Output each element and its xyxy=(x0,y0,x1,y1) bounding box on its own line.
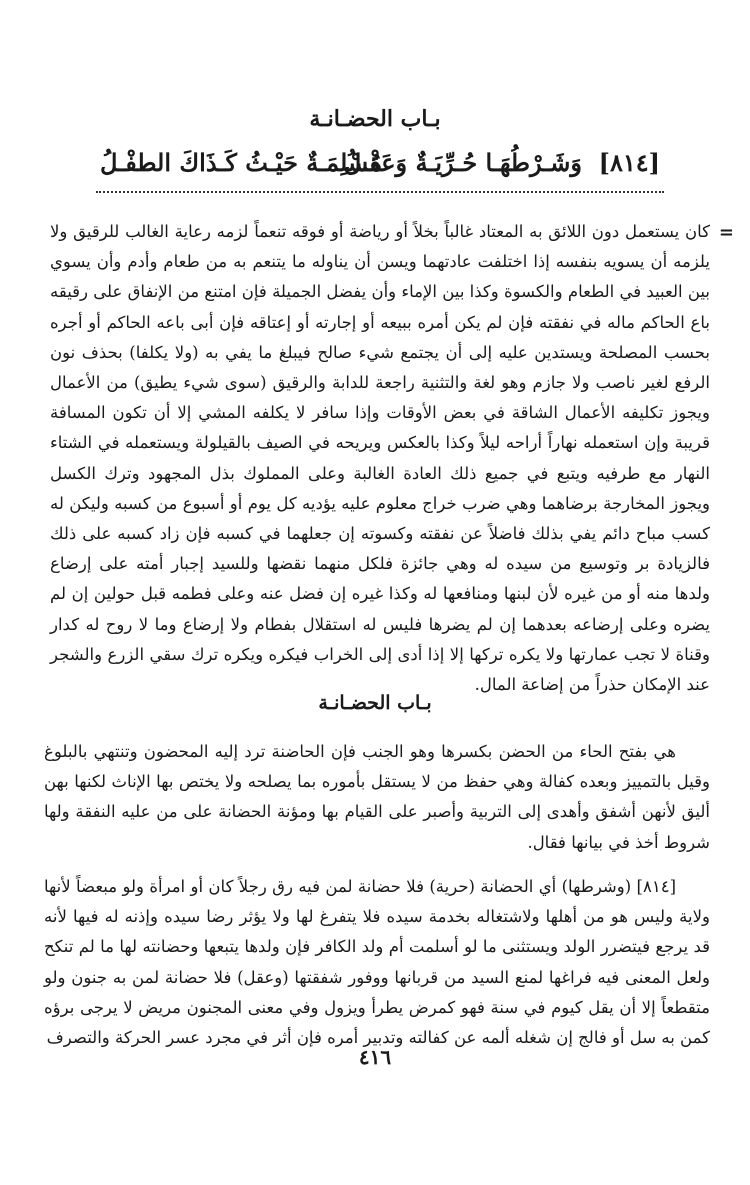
definition-paragraph: هي بفتح الحاء من الحضن بكسرها وهو الجنب فإن الحاضنة ترد إليه المحضون وتنتهي بالبلوغ وقيل بالتمييز وبعده كفالة وهي حفظ من لا يستقل بأموره بما يصلحه ولا يختص بها الإناث لكنها بهن أليق لأنهن أشفق وأهدى إلى التربية وأصبر على القيام بها ومؤنة الحضانة على من عليه النفقة ولها شروط أخذ في بيانها فقال. xyxy=(44,742,710,852)
page-number: ٤١٦ xyxy=(358,1045,392,1069)
verse-first-hemistich: وَشَـرْطُهَـا حُـرِّيَـةٌ وَعَقْـلُ xyxy=(343,148,582,177)
dotted-separator xyxy=(96,191,664,193)
verse-second-hemistich: مُسْلِمَـةٌ حَيْـثُ كَـذَاكَ الطفْـلُ xyxy=(100,148,383,177)
commentary-paragraph: كان يستعمل دون اللائق به المعتاد غالباً بخلاً أو رياضة أو فوقه تنعماً لزمه رعاية الغالب للرقيق ولا يلزمه أن يسويه بنفسه إذا اختلفت عادتهما ويسن أن يناوله ما يتنعم به من طعام وأدم وأن يسوي بين العبيد في الطعام والكسوة وكذا بين الإماء وأن يفضل الجميلة فإن امتنع من الإنفاق على رقيقه باع الحاكم ماله في نفقته فإن لم يكن أمره ببيعه أو إجارته أو إعتاقه فإن أبى باعه الحاكم أو أجره بحسب المصلحة ويستدين عليه إلى أن يجتمع شيء صالح فيبلغ ما يفي به (ولا يكلفا) بحذف نون الرفع لغير ناصب ولا جازم وهو لغة والتثنية راجعة للدابة والرقيق (سوى شيء يطيق) من الأعمال ويجوز تكليفه الأعمال الشاقة في بعض الأوقات وإذا سافر لا يكلفه المشي إلا أن تكون المسافة قريبة وإن استعمله نهاراً أراحه ليلاً وكذا بالعكس ويريحه في الصيف بالقيلولة ويستعمله في الشتاء النهار مع طرفيه ويتبع في جميع ذلك العادة الغالبة وعلى المملوك بذل المجهود وترك الكسل ويجوز المخارجة برضاهما وهي ضرب خراج معلوم عليه يؤديه كل يوم أو أسبوع من كسبه وليكن له كسب مباح دائم يفي بذلك فاضلاً عن نفقته وكسوته إن جعلهما في كسبه فإن زاد كسبه على ذلك فالزيادة بر وتوسيع من سيده له وهي جائزة فلكل منهما نقضها وللسيد إجبار أمته على إرضاع ولدها منه أو من غيره لأن لبنها ومنافعها له وكذا غيره إن فضل عنه وعلى فطمه قبل حولين إن لم يضره وعلى إرضاعه بعدهما إن لم يضرها فليس له استقلال بفطام ولا إرضاع وما لا روح له كدار وقناة لا تجب عمارتها ولا يكره تركها إلا إذا أدى إلى الخراب فيكره ويكره ترك سقي الزرع والشجر عند الإمكان حذراً من إضاعة المال. xyxy=(50,222,710,695)
verse-number: [٨١٤] xyxy=(598,148,660,177)
verse-line xyxy=(100,148,660,184)
chapter-heading: بـاب الحضـانـة xyxy=(309,106,441,132)
section-heading: بـاب الحضـانـة xyxy=(318,692,432,714)
continuation-mark: = xyxy=(718,222,734,243)
explanation-paragraph: [٨١٤] (وشرطها) أي الحضانة (حرية) فلا حضانة لمن فيه رق رجلاً كان أو امرأة ولو مبعضاً لأنها ولاية وليس هو من أهلها ولاشتغاله بخدمة سيده فلا يتفرغ لها ولا يؤثر رضا سيده وإذنه له فيها لأنه قد يرجع فيتضرر الولد ويستثنى ما لو أسلمت أم ولد الكافر فإن ولدها يتبعها وحضانته لها ما لم تنكح ولعل المعنى فيه فراغها لمنع السيد من قربانها ووفور شفقتها (وعقل) فلا حضانة لمن به جنون ولو متقطعاً إلا أن يقل كيوم في سنة فهو كمرض يطرأ ويزول وفي معنى المجنون مريض لا يرجى برؤه كمن به سل أو فالج إن شغله ألمه عن كفالته وتدبير أمره فإن أثر في مجرد عسر الحركة والتصرف xyxy=(44,877,710,1048)
